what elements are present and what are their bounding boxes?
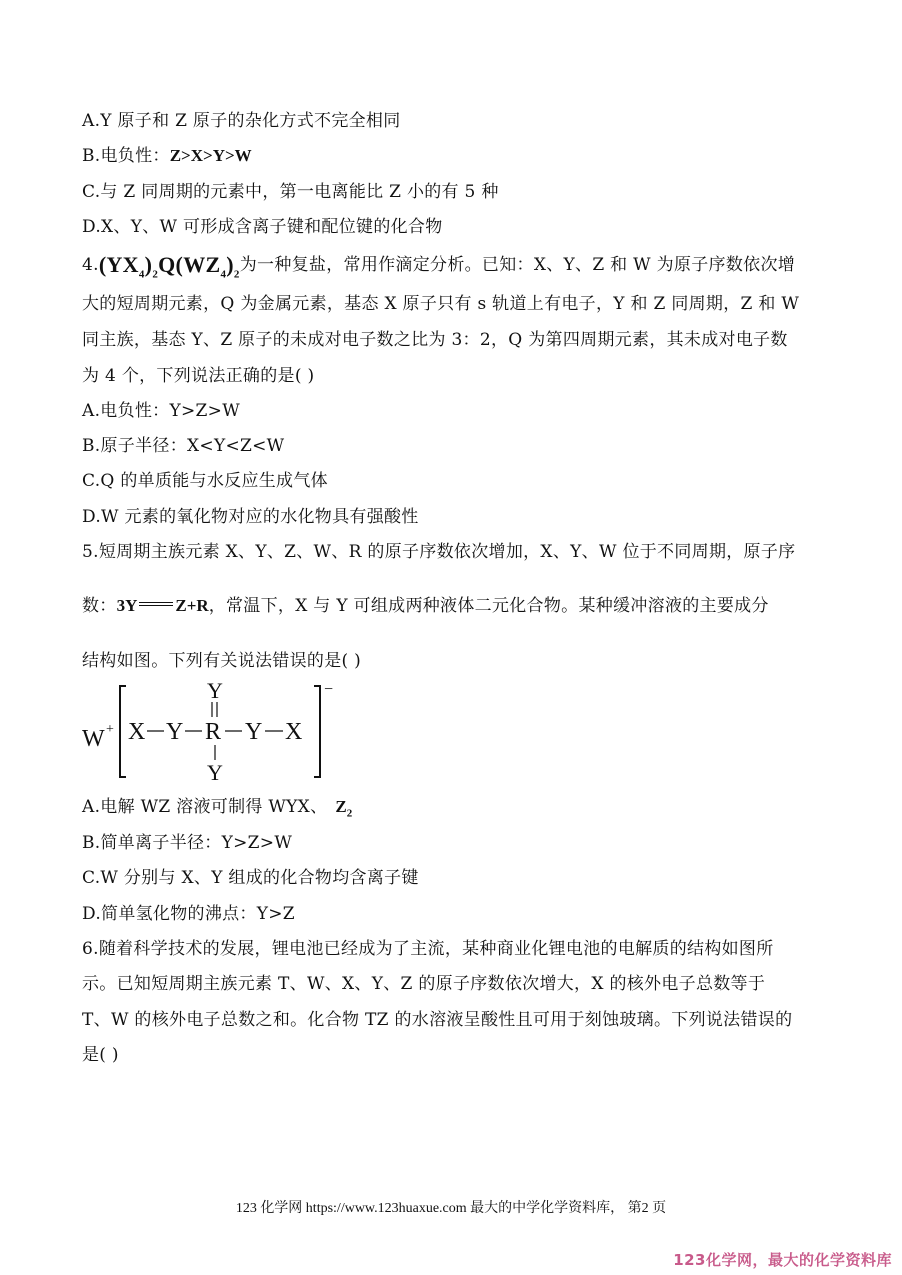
q4-formula-yx: YX xyxy=(106,252,139,277)
q3-option-b-formula: Z>X>Y>W xyxy=(169,146,252,165)
q4-number: 4. xyxy=(82,255,99,275)
q6-stem-line2: 示。已知短周期主族元素 T、W、X、Y、Z 的原子序数依次增大，X 的核外电子总数等于 xyxy=(82,974,766,994)
struct-atom-y-left: Y xyxy=(166,719,184,745)
q5-stem-line2 xyxy=(82,595,769,617)
q5-option-a-formula-sub: 2 xyxy=(346,807,353,820)
q6-stem-line1: 6.随着科学技术的发展，锂电池已经成为了主流，某种商业化锂电池的电解质的结构如图所 xyxy=(82,939,774,959)
q5-equation-left: 3Y xyxy=(116,596,138,615)
struct-atom-y-bottom: Y xyxy=(207,760,223,785)
q5-option-d: D.简单氢化物的沸点：Y>Z xyxy=(82,904,295,924)
q4-formula-sub2b: 2 xyxy=(233,268,240,281)
q5-structure-diagram xyxy=(78,676,358,786)
q3-option-d: D.X、Y、W 可形成含离子键和配位键的化合物 xyxy=(82,217,443,237)
q4-formula-sub4a: 4 xyxy=(138,268,145,281)
q5-equation xyxy=(117,596,209,615)
q4-formula-q: Q xyxy=(158,252,176,277)
struct-right-bracket xyxy=(314,686,320,777)
q4-stem-line3: 同主族，基态 Y、Z 原子的未成对电子数之比为 3：2，Q 为第四周期元素，其未成对电子数 xyxy=(82,330,788,350)
struct-cation-charge: + xyxy=(106,722,114,737)
struct-left-bracket xyxy=(120,686,126,777)
struct-atom-y-right: Y xyxy=(245,719,263,745)
q4-formula: $(YX_4)_2Q(WZ_4)_2$ xyxy=(98,252,240,281)
page-footer: 123 化学网 https://www.123huaxue.com 最大的中学化学资料库， 第2 页 xyxy=(235,1201,667,1216)
q5-option-c: C.W 分别与 X、Y 组成的化合物均含离子键 xyxy=(82,868,419,888)
q5-stem-prefix: 数： xyxy=(82,596,117,616)
q5-option-b: B.简单离子半径：Y>Z>W xyxy=(82,833,293,853)
q5-option-a-formula-z: Z xyxy=(335,797,347,816)
q4-option-c: C.Q 的单质能与水反应生成气体 xyxy=(82,471,328,491)
site-watermark: 123化学网，最大的化学资料库 xyxy=(673,1251,892,1269)
q5-stem-line1: 5.短周期主族元素 X、Y、Z、W、R 的原子序数依次增加，X、Y、W 位于不同周期，原子序 xyxy=(82,542,796,562)
struct-atom-r: R xyxy=(205,719,222,745)
struct-atom-x-right: X xyxy=(285,719,303,745)
q3-option-a: A.Y 原子和 Z 原子的杂化方式不完全相同 xyxy=(82,111,401,131)
q5-stem-rest: ，常温下，X 与 Y 可组成两种液体二元化合物。某种缓冲溶液的主要成分 xyxy=(208,596,769,616)
q4-stem-line2: 大的短周期元素，Q 为金属元素，基态 X 原子只有 s 轨道上有电子，Y 和 Z 同周期，Z 和 W xyxy=(82,294,800,314)
q4-option-b: B.原子半径：X<Y<Z<W xyxy=(82,436,285,456)
q3-option-b-label: B.电负性： xyxy=(82,146,170,166)
q4-stem-line4: 为 4 个，下列说法正确的是( ) xyxy=(82,366,315,386)
struct-atom-x-left: X xyxy=(128,719,146,745)
q5-equation-arrow xyxy=(139,602,173,606)
q5-option-a xyxy=(82,796,352,824)
q4-formula-wz: WZ xyxy=(183,252,221,277)
q4-stem-line1 xyxy=(82,254,795,285)
q6-stem-line3: T、W 的核外电子总数之和。化合物 TZ 的水溶液呈酸性且可用于刻蚀玻璃。下列说法错误的 xyxy=(82,1010,793,1030)
q4-formula-sub2a: 2 xyxy=(152,268,159,281)
struct-anion-charge: − xyxy=(324,681,334,698)
q4-option-a: A.电负性：Y>Z>W xyxy=(82,401,240,421)
q6-stem-line4: 是( ) xyxy=(82,1045,119,1065)
q5-equation-right: Z+R xyxy=(175,596,209,615)
q3-option-c: C.与 Z 同周期的元素中，第一电离能比 Z 小的有 5 种 xyxy=(82,182,499,202)
q5-option-a-formula xyxy=(335,797,353,820)
struct-atom-y-top: Y xyxy=(207,678,223,703)
q3-option-b xyxy=(82,145,252,167)
q5-option-a-text: A.电解 WZ 溶液可制得 WYX、 xyxy=(82,797,328,817)
q4-stem-text: 为一种复盐，常用作滴定分析。已知：X、Y、Z 和 W 为原子序数依次增 xyxy=(239,255,796,275)
q4-formula-sub4b: 4 xyxy=(220,268,227,281)
q4-option-d: D.W 元素的氧化物对应的水化物具有强酸性 xyxy=(82,507,419,527)
struct-cation: W xyxy=(82,726,105,752)
q5-stem-line3: 结构如图。下列有关说法错误的是( ) xyxy=(82,651,362,671)
